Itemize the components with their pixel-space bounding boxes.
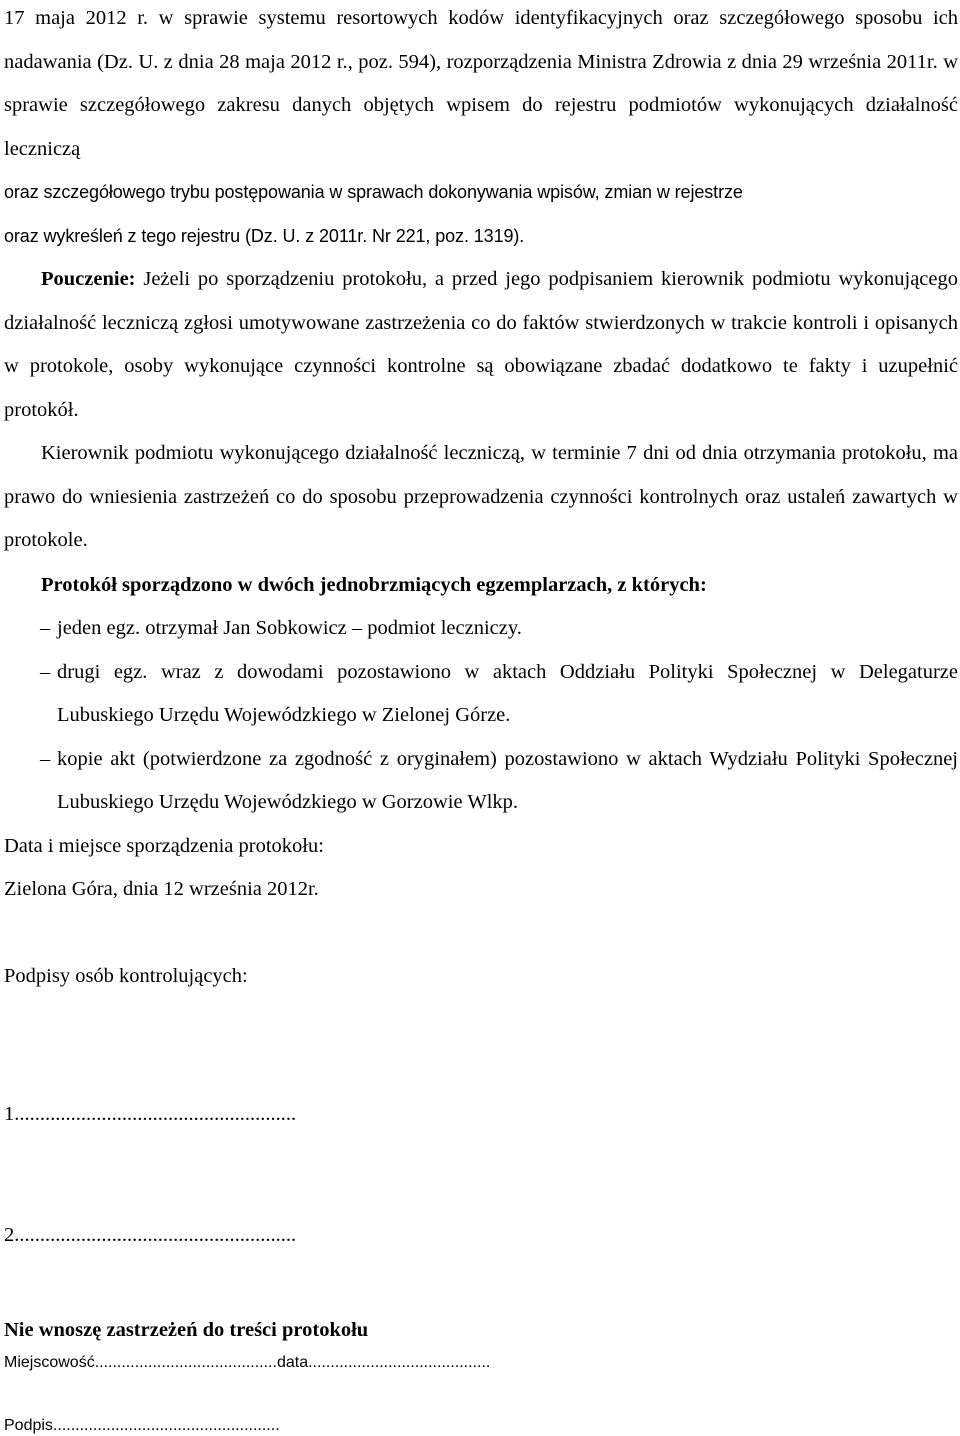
copies-list-item-text: jeden egz. otrzymał Jan Sobkowicz – podmiot leczniczy. bbox=[57, 617, 522, 639]
dash-bullet-icon: – bbox=[40, 660, 51, 683]
copies-heading: Protokół sporządzono w dwóch jednobrzmiących egzemplarzach, z których: bbox=[41, 573, 707, 596]
copies-list-item-text: drugi egz. wraz z dowodami pozostawiono w aktach Oddziału Polityki Społecznej w Delegaturze Lubuskiego Urzędu Wojewódzkiego w Zielonej Górze. bbox=[57, 660, 958, 726]
dash-bullet-icon: – bbox=[40, 617, 51, 639]
signature-line-1: 1....................................................... bbox=[4, 1103, 297, 1125]
pouczenie-label: Pouczenie: bbox=[41, 268, 136, 290]
copies-list-item bbox=[4, 607, 958, 651]
date-place-label: Data i miejsce sporządzenia protokołu: bbox=[4, 834, 324, 857]
copies-list-item-text: kopie akt (potwierdzone za zgodność z oryginałem) pozostawiono w aktach Wydziału Polityki Społecznej Lubuskiego Urzędu Wojewódzkiego w Gorzowie Wlkp. bbox=[57, 747, 958, 813]
place-date-line: Miejscowość.........................................data......................................... bbox=[4, 1353, 491, 1371]
copies-list-item bbox=[4, 738, 958, 825]
spacer bbox=[4, 1373, 958, 1416]
spacer bbox=[4, 998, 958, 1093]
intro-line-citation: oraz wykreśleń z tego rejestru (Dz. U. z 2011r. Nr 221, poz. 1319). bbox=[4, 225, 525, 246]
spacer bbox=[4, 912, 958, 955]
intro-line-registry: oraz szczegółowego trybu postępowania w sprawach dokonywania wpisów, zmian w rejestrze bbox=[4, 182, 743, 202]
signature-line: Podpis................................................... bbox=[4, 1416, 280, 1434]
date-place-value: Zielona Góra, dnia 12 września 2012r. bbox=[4, 878, 319, 900]
signatures-label: Podpisy osób kontrolujących: bbox=[4, 964, 248, 987]
copies-list-item bbox=[4, 651, 958, 738]
document-page bbox=[4, 0, 958, 1436]
pouczenie-paragraph bbox=[4, 258, 958, 432]
intro-paragraph: 17 maja 2012 r. w sprawie systemu resortowych kodów identyfikacyjnych oraz szczegółowego sposobu ich nadawania (Dz. U. z dnia 28 maja 2012 r., poz. 594), rozporządzenia Ministra Zdrowia z dnia 29 września 2011r. w sprawie szczegółowego zakresu danych objętych wpisem do rejestru podmiotów wykonujących działalność leczniczą bbox=[4, 7, 958, 160]
kierownik-paragraph: Kierownik podmiotu wykonującego działalność leczniczą, w terminie 7 dni od dnia otrzymania protokołu, ma prawo do wniesienia zastrzeżeń co do sposobu przeprowadzenia czynności kontrolnych oraz ustaleń zawartych w protokole. bbox=[4, 442, 958, 551]
no-objections-heading: Nie wnoszę zastrzeżeń do treści protokołu bbox=[4, 1319, 369, 1341]
spacer bbox=[4, 1137, 958, 1214]
spacer bbox=[4, 1257, 958, 1309]
signature-line-2: 2....................................................... bbox=[4, 1223, 297, 1246]
dash-bullet-icon: – bbox=[40, 747, 51, 770]
pouczenie-text: Jeżeli po sporządzeniu protokołu, a przed jego podpisaniem kierownik podmiotu wykonującego działalność leczniczą zgłosi umotywowane zastrzeżenia co do faktów stwierdzonych w trakcie kontroli i opisanych w protokole, osoby wykonujące czynności kontrolne są obowiązane zbadać dodatkowo te fakty i uzupełnić protokół. bbox=[4, 268, 958, 421]
